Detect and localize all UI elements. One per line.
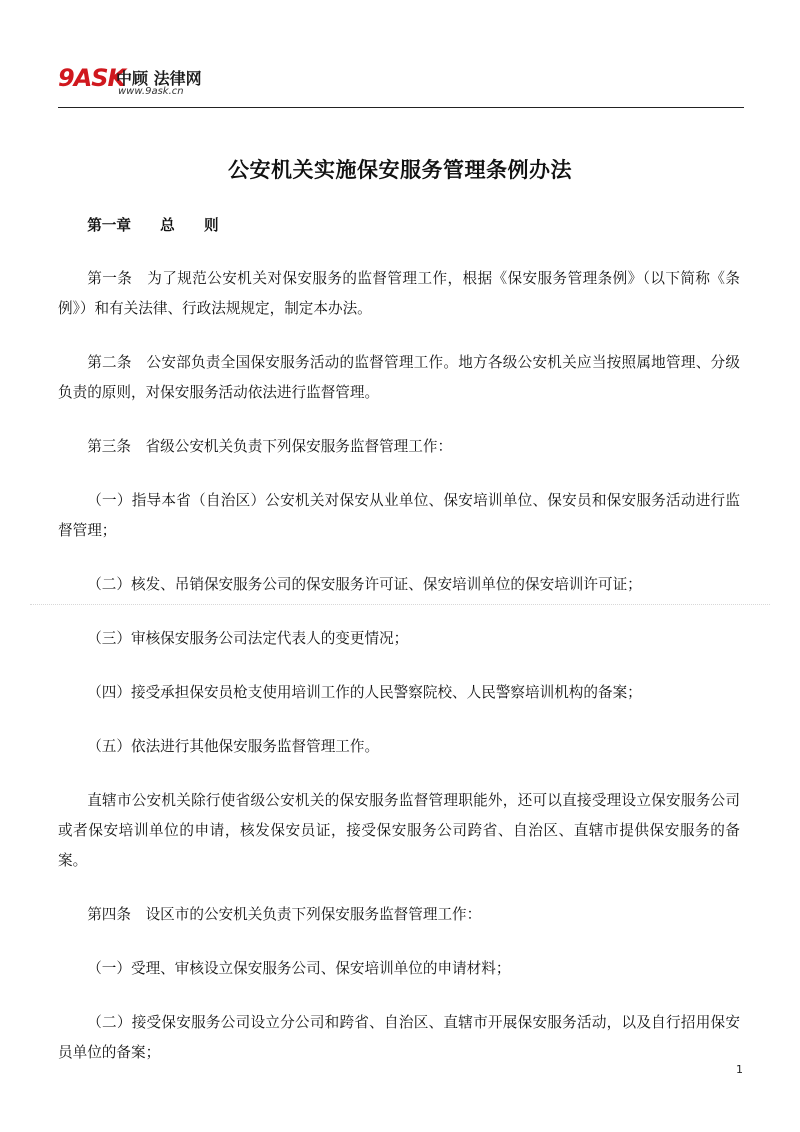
document-title: 公安机关实施保安服务管理条例办法 <box>228 157 572 182</box>
chapter-name-first: 总 <box>160 217 175 234</box>
article-4-item-2: （二）接受保安服务公司设立分公司和跨省、自治区、直辖市开展保安服务活动，以及自行招用保安员单位的备案； <box>58 1014 740 1061</box>
article-3-item-4: （四）接受承担保安员枪支使用培训工作的人民警察院校、人民警察培训机构的备案； <box>87 684 642 701</box>
article-1: 第一条 为了规范公安机关对保安服务的监督管理工作，根据《保安服务管理条例》（以下简称《条例》）和有关法律、行政法规规定，制定本办法。 <box>58 270 740 317</box>
article-4: 第四条 设区市的公安机关负责下列保安服务监督管理工作： <box>87 906 482 923</box>
article-2: 第二条 公安部负责全国保安服务活动的监督管理工作。地方各级公安机关应当按照属地管理、分级负责的原则，对保安服务活动依法进行监督管理。 <box>58 354 740 401</box>
chapter-number: 第一章 <box>87 217 131 234</box>
logo-name: 中顾 法律网 <box>116 69 202 88</box>
page-break-guide <box>30 604 770 605</box>
logo-url: www.9ask.cn <box>118 86 184 97</box>
article-3-item-1: （一）指导本省（自治区）公安机关对保安从业单位、保安培训单位、保安员和保安服务活动进行监督管理； <box>58 492 740 539</box>
page-header <box>58 62 744 108</box>
article-4-item-1: （一）受理、审核设立保安服务公司、保安培训单位的申请材料； <box>87 960 511 977</box>
article-3-item-5: （五）依法进行其他保安服务监督管理工作。 <box>87 738 380 755</box>
site-logo[interactable] <box>58 62 228 104</box>
document-body <box>58 211 740 1092</box>
article-3-municipal: 直辖市公安机关除行使省级公安机关的保安服务监督管理职能外，还可以直接受理设立保安服务公司或者保安培训单位的申请，核发保安员证，接受保安服务公司跨省、自治区、直辖市提供保安服务的备案。 <box>58 792 740 869</box>
chapter-heading <box>58 211 740 241</box>
article-3-item-3: （三）审核保安服务公司法定代表人的变更情况； <box>87 630 409 647</box>
header-divider <box>58 107 744 108</box>
article-3-item-2: （二）核发、吊销保安服务公司的保安服务许可证、保安培训单位的保安培训许可证； <box>87 576 642 593</box>
article-3: 第三条 省级公安机关负责下列保安服务监督管理工作： <box>87 438 453 455</box>
chapter-name-second: 则 <box>203 217 219 234</box>
page-number: 1 <box>736 1063 743 1076</box>
logo-mark: 9ASK <box>58 64 126 92</box>
